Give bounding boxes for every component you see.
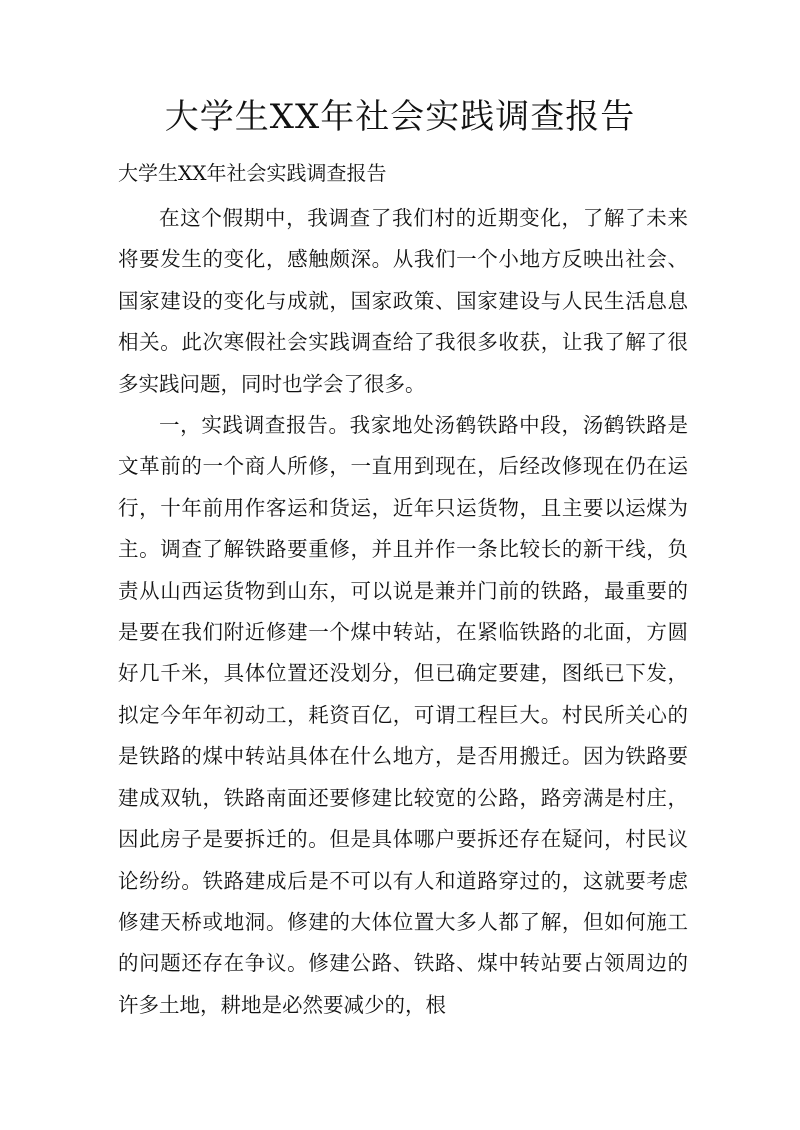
document-subtitle: 大学生XX年社会实践调查报告 (118, 161, 387, 185)
document-body (118, 198, 688, 1026)
paragraph-intro: 在这个假期中，我调查了我们村的近期变化，了解了未来将要发生的变化，感触颇深。从我们一个小地方反映出社会、国家建设的变化与成就，国家政策、国家建设与人民生活息息相关。此次寒假社会实践调查给了我很多收获，让我了解了很多实践问题，同时也学会了很多。 (118, 206, 688, 396)
paragraph-section-one: 一，实践调查报告。我家地处汤鹤铁路中段，汤鹤铁路是文革前的一个商人所修，一直用到现在，后经改修现在仍在运行，十年前用作客运和货运，近年只运货物，且主要以运煤为主。调查了解铁路要重修，并且并作一条比较长的新干线，负责从山西运货物到山东，可以说是兼并门前的铁路，最重要的是要在我们附近修建一个煤中转站，在紧临铁路的北面，方圆好几千米，具体位置还没划分，但已确定要建，图纸已下发，拟定今年年初动工，耗资百亿，可谓工程巨大。村民所关心的是铁路的煤中转站具体在什么地方，是否用搬迁。因为铁路要建成双轨，铁路南面还要修建比较宽的公路，路旁满是村庄，因此房子是要拆迁的。但是具体哪户要拆还存在疑问，村民议论纷纷。铁路建成后是不可以有人和道路穿过的，这就要考虑修建天桥或地洞。修建的大体位置大多人都了解，但如何施工的问题还存在争议。修建公路、铁路、煤中转站要占领周边的许多土地，耕地是必然要减少的，根 (118, 413, 688, 1017)
document-title: 大学生XX年社会实践调查报告 (164, 97, 636, 137)
